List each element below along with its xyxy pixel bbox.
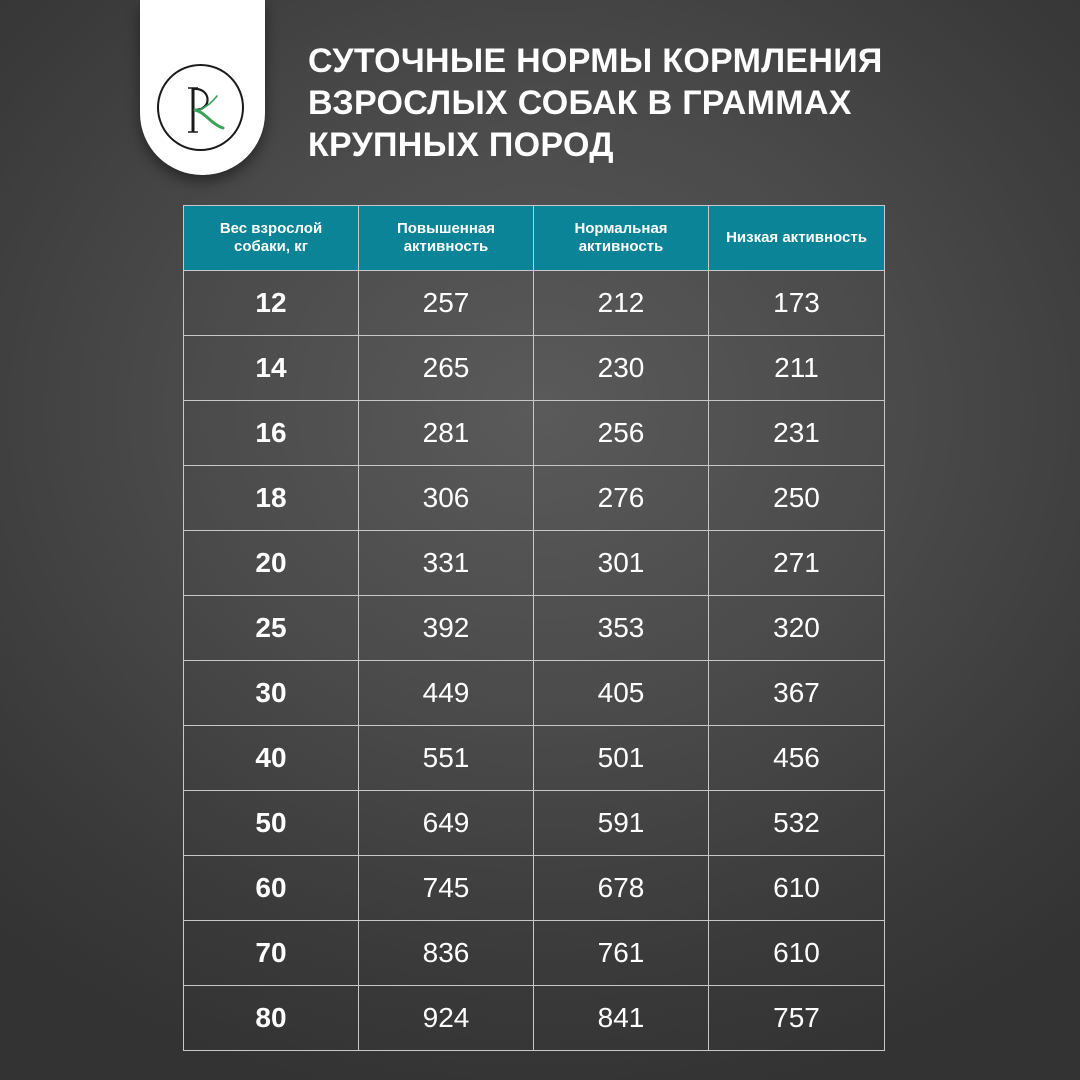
cell-normal-activity: 501 (534, 726, 709, 791)
cell-weight: 30 (184, 661, 359, 726)
cell-low-activity: 320 (709, 596, 885, 661)
table-row (184, 596, 885, 661)
cell-weight: 12 (184, 271, 359, 336)
table-header-row (184, 206, 885, 271)
cell-high-activity: 265 (359, 336, 534, 401)
table-row (184, 271, 885, 336)
cell-weight: 20 (184, 531, 359, 596)
logo (157, 64, 244, 151)
cell-weight: 50 (184, 791, 359, 856)
cell-weight: 25 (184, 596, 359, 661)
cell-normal-activity: 276 (534, 466, 709, 531)
cell-high-activity: 551 (359, 726, 534, 791)
title-line-3: КРУПНЫХ ПОРОД (308, 126, 614, 164)
table-row (184, 466, 885, 531)
cell-high-activity: 924 (359, 986, 534, 1051)
table-body (184, 271, 885, 1051)
cell-high-activity: 257 (359, 271, 534, 336)
cell-high-activity: 649 (359, 791, 534, 856)
cell-high-activity: 449 (359, 661, 534, 726)
cell-weight: 80 (184, 986, 359, 1051)
cell-low-activity: 231 (709, 401, 885, 466)
cell-high-activity: 392 (359, 596, 534, 661)
table-row (184, 986, 885, 1051)
header-low-activity: Низкая активность (709, 206, 885, 271)
cell-weight: 14 (184, 336, 359, 401)
table-row (184, 336, 885, 401)
page-title (308, 40, 1048, 166)
cell-high-activity: 306 (359, 466, 534, 531)
cell-normal-activity: 230 (534, 336, 709, 401)
cell-normal-activity: 212 (534, 271, 709, 336)
cell-weight: 40 (184, 726, 359, 791)
table-row (184, 921, 885, 986)
logo-monogram-icon (159, 66, 246, 153)
table-row (184, 856, 885, 921)
cell-weight: 16 (184, 401, 359, 466)
table-row (184, 726, 885, 791)
header-normal-activity: Нормальная активность (534, 206, 709, 271)
cell-normal-activity: 591 (534, 791, 709, 856)
cell-normal-activity: 256 (534, 401, 709, 466)
cell-low-activity: 532 (709, 791, 885, 856)
header-weight: Вес взрослой собаки, кг (184, 206, 359, 271)
header-high-activity: Повышенная активность (359, 206, 534, 271)
cell-normal-activity: 405 (534, 661, 709, 726)
cell-low-activity: 456 (709, 726, 885, 791)
cell-weight: 18 (184, 466, 359, 531)
cell-weight: 60 (184, 856, 359, 921)
title-line-1: СУТОЧНЫЕ НОРМЫ КОРМЛЕНИЯ (308, 42, 883, 80)
cell-low-activity: 211 (709, 336, 885, 401)
cell-normal-activity: 678 (534, 856, 709, 921)
table-row (184, 531, 885, 596)
cell-low-activity: 367 (709, 661, 885, 726)
cell-normal-activity: 301 (534, 531, 709, 596)
table-row (184, 401, 885, 466)
table-row (184, 791, 885, 856)
cell-low-activity: 271 (709, 531, 885, 596)
cell-low-activity: 173 (709, 271, 885, 336)
cell-high-activity: 745 (359, 856, 534, 921)
table-row (184, 661, 885, 726)
cell-high-activity: 281 (359, 401, 534, 466)
cell-low-activity: 757 (709, 986, 885, 1051)
cell-normal-activity: 353 (534, 596, 709, 661)
cell-low-activity: 250 (709, 466, 885, 531)
cell-low-activity: 610 (709, 921, 885, 986)
logo-tab (140, 0, 265, 175)
cell-high-activity: 331 (359, 531, 534, 596)
title-line-2: ВЗРОСЛЫХ СОБАК В ГРАММАХ (308, 84, 852, 122)
cell-weight: 70 (184, 921, 359, 986)
cell-normal-activity: 841 (534, 986, 709, 1051)
cell-normal-activity: 761 (534, 921, 709, 986)
cell-high-activity: 836 (359, 921, 534, 986)
feeding-table (183, 205, 885, 1051)
cell-low-activity: 610 (709, 856, 885, 921)
